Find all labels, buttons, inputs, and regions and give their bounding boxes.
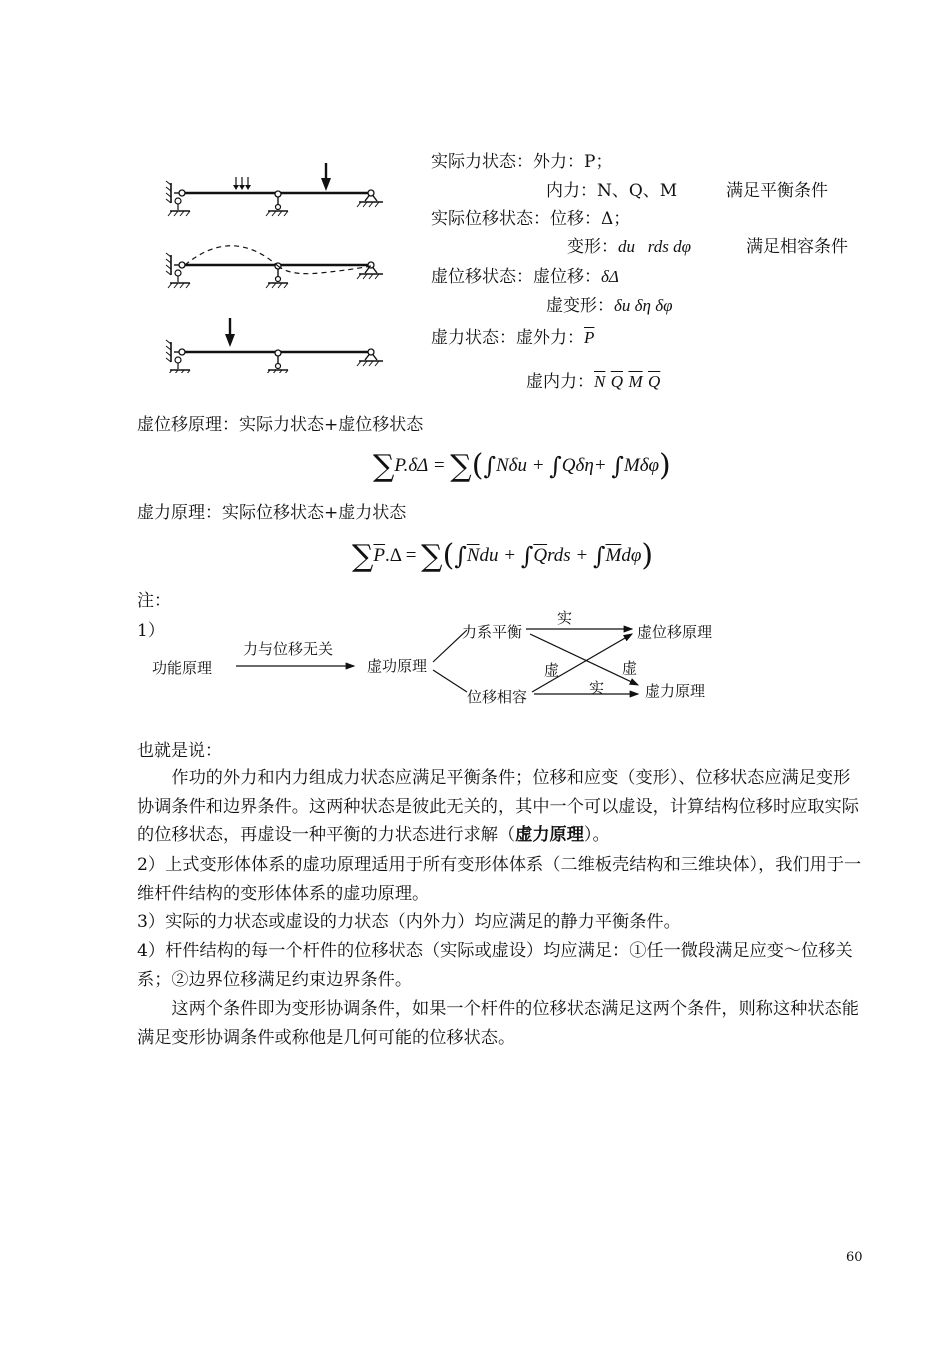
equilibrium-condition: 满足平衡条件 <box>726 181 828 201</box>
real-bottom-label: 实 <box>589 679 605 697</box>
paragraph-2: 2）上式变形体体系的虚功原理适用于所有变形体体系（二维板壳结构和三维块体），我们用于一维杆件结构的变形体体系的虚功原理。 <box>137 855 862 904</box>
eq2-t1-rest: du + <box>479 545 517 566</box>
para1-bold: 虚力原理 <box>515 825 584 845</box>
virtual-disp-expr: δΔ <box>601 267 619 286</box>
paragraph-4: 4）杆件结构的每一个杆件的位移状态（实际或虚设）均应满足：①任一微段满足应变～位移关系；②边界位移满足约束边界条件。 <box>137 941 853 990</box>
left-paren-icon: ( <box>471 448 484 483</box>
equation-virtual-displacement <box>373 448 671 484</box>
displacement: 位移：Δ； <box>550 209 631 229</box>
item-1-label: 1） <box>137 621 165 641</box>
branch-up-line <box>433 630 467 662</box>
virtual-external-sub: 虚外力： <box>516 328 584 348</box>
actual-force-label: 实际力状态： <box>431 152 533 172</box>
right-paren-icon: ) <box>641 538 654 573</box>
virtual-disp-sub: 虚位移： <box>533 267 601 287</box>
eq2-t3-rest: dφ <box>621 545 642 566</box>
work-energy-principle-node: 功能原理 <box>152 659 213 677</box>
eq2-lhs-rest: .Δ = <box>385 545 417 566</box>
unit-load-arrow-icon <box>225 318 235 347</box>
eq2-t2-bar: $\overline{Q}$ <box>533 545 548 566</box>
external-force: 外力：P； <box>533 152 613 172</box>
virtual-force-principle-node: 虚力原理 <box>645 682 706 700</box>
virtual-external-expr: $\overline{P}$ <box>584 328 595 347</box>
beam-3-virtual-force <box>166 318 383 373</box>
right-paren-icon: ) <box>659 448 671 483</box>
note-label: 注： <box>137 591 171 611</box>
actual-force-state-line <box>431 152 612 172</box>
internal-force: 内力：N、Q、M <box>546 181 678 201</box>
arrow-virtual-cross-up <box>532 634 632 692</box>
summation-icon: ∑ <box>352 539 374 574</box>
deformation-expr: du rds dφ <box>618 237 692 256</box>
that-is-label: 也就是说： <box>137 741 222 761</box>
eq2-t1-bar: $\overline{N}$ <box>466 545 480 566</box>
para1-text-a: 作功的外力和内力组成力状态应满足平衡条件；位移和应变（变形）、位移状态应满足变形协调条件和边界条件。这两种状态是彼此无关的，其中一个可以虚设，计算结构位移时应取实际的位移状态，再虚设一种平衡的力状态进行求解（ <box>137 768 859 845</box>
virtual-internal-M: $\overline{M}$ <box>628 372 643 391</box>
page-number: 60 <box>846 1250 863 1265</box>
actual-displacement-state-line <box>431 209 630 229</box>
paragraph-1 <box>137 764 862 850</box>
beam-diagrams <box>160 158 390 373</box>
virtual-deformation-line <box>546 296 673 316</box>
virtual-right-label: 虚 <box>622 659 638 677</box>
independent-label: 力与位移无关 <box>243 640 334 658</box>
summation-icon: ∑ <box>421 539 443 574</box>
integral-icon: ∫ <box>520 542 534 570</box>
arrow-virtual-cross-down <box>530 634 638 685</box>
eq2-t3-bar: $\overline{M}$ <box>605 545 622 566</box>
branch-down-line <box>433 670 467 692</box>
virtual-displacement-state-line <box>431 267 619 287</box>
actual-disp-label: 实际位移状态： <box>431 209 550 229</box>
virtual-internal-sub: 虚内力： <box>526 372 594 392</box>
beam-2-virtual-displacement <box>166 246 383 288</box>
eq2-lhs-P: $\overline{P}$ <box>373 545 386 566</box>
virtual-left-label: 虚 <box>544 661 560 679</box>
virtual-internal-Q2: $\overline{Q}$ <box>648 372 661 391</box>
disp-compat-node: 位移相容 <box>467 688 528 706</box>
summation-icon: ∑ <box>373 449 395 484</box>
equation-virtual-force <box>352 538 653 574</box>
beam-1-actual-force <box>166 163 383 216</box>
distributed-load-arrows-icon <box>233 177 251 190</box>
para1-text-b: ）。 <box>583 825 610 845</box>
integral-icon: ∫ <box>593 542 606 570</box>
paragraph-5: 这两个条件即为变形协调条件，如果一个杆件的位移状态满足这两个条件，则称这种状态能满足变形协调条件或称他是几何可能的位移状态。 <box>137 999 859 1048</box>
integral-icon: ∫ <box>483 452 496 480</box>
summation-icon: ∑ <box>450 449 472 484</box>
virtual-internal-Q: $\overline{Q}$ <box>610 372 624 391</box>
virtual-displacement-principle-node: 虚位移原理 <box>637 623 713 641</box>
left-paren-icon: ( <box>442 538 455 573</box>
virtual-internal-line <box>526 372 660 392</box>
integral-icon: ∫ <box>454 542 467 570</box>
integral-icon: ∫ <box>549 452 562 480</box>
compat-condition: 满足相容条件 <box>746 237 848 257</box>
principle-flow-diagram <box>200 610 650 710</box>
virtual-force-state-line <box>431 328 594 348</box>
eq1-term-3: Mδφ <box>623 455 660 476</box>
eq1-lhs: P.δΔ = <box>394 455 446 476</box>
deformation-line <box>567 237 691 257</box>
virtual-displacement-principle: 虚位移原理：实际力状态+虚位移状态 <box>137 415 424 435</box>
virtual-force-principle: 虚力原理：实际位移状态+虚力状态 <box>137 503 407 523</box>
eq1-term-1: Nδu + <box>495 455 545 476</box>
eq2-t2-rest: rds + <box>547 545 589 566</box>
real-top-label: 实 <box>557 609 573 627</box>
point-load-arrow-icon <box>321 163 331 191</box>
integral-icon: ∫ <box>611 452 624 480</box>
virtual-internal-N: $\overline{N}$ <box>594 372 606 391</box>
force-equilibrium-node: 力系平衡 <box>462 623 523 641</box>
virtual-disp-label: 虚位移状态： <box>431 267 533 287</box>
eq1-term-2: Qδη+ <box>561 455 607 476</box>
deformation-label: 变形： <box>567 237 618 257</box>
virtual-force-label: 虚力状态： <box>431 328 516 348</box>
virtual-deform-expr: δu δη δφ <box>614 296 673 315</box>
virtual-deform-sub: 虚变形： <box>546 296 614 316</box>
paragraph-3: 3）实际的力状态或虚设的力状态（内外力）均应满足的静力平衡条件。 <box>137 912 681 932</box>
virtual-work-principle-node: 虚功原理 <box>367 657 428 675</box>
